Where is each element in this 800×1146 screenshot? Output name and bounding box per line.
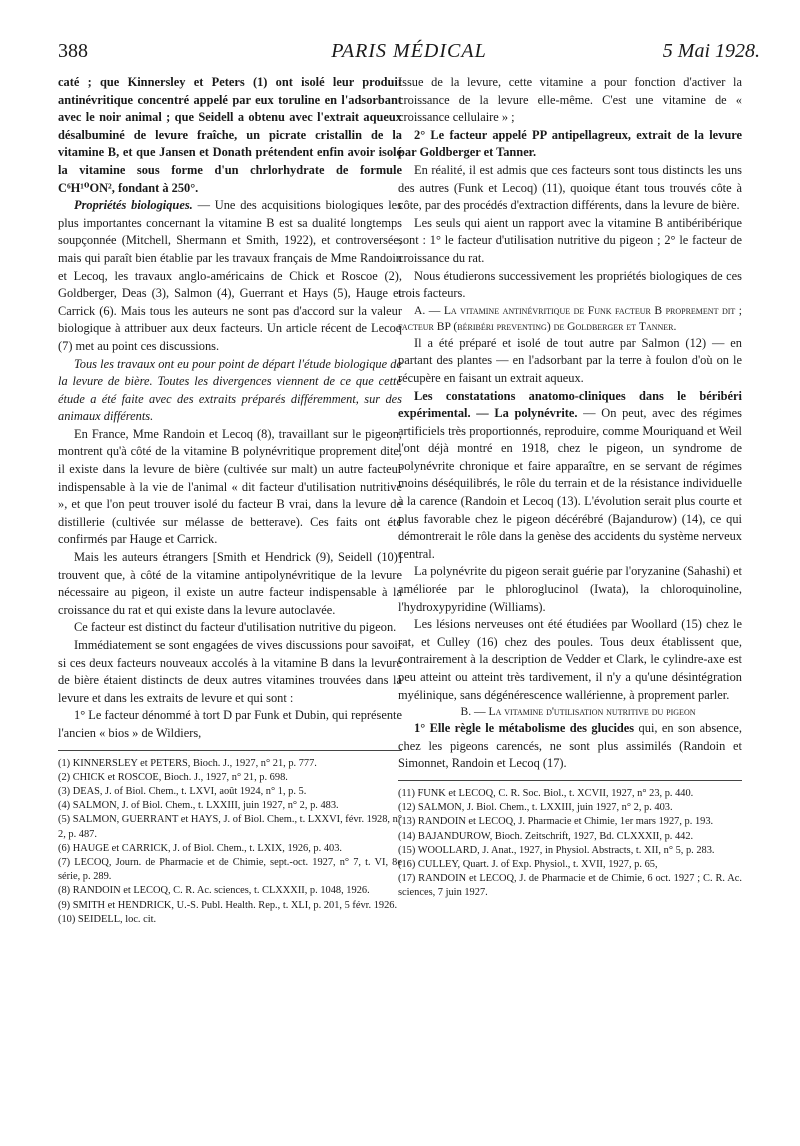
footnote: (8) RANDOIN et LECOQ, C. R. Ac. sciences, t. CLXXXII, p. 1048, 1926. — [58, 885, 370, 897]
footnote: (12) SALMON, J. Biol. Chem., t. LXXIII, juin 1927, n° 2, p. 403. — [398, 802, 673, 814]
footnote-rule — [398, 780, 742, 781]
subsection-heading: Les constatations anatomo-cliniques dans le béribéri expérimental. — La polynévrite. — [398, 388, 742, 421]
footnote: (4) SALMON, J. of Biol. Chem., t. LXXIII, juin 1927, n° 2, p. 483. — [58, 800, 339, 812]
paragraph: Mais les auteurs étrangers [Smith et Hendrick (9), Seidell (10)] trouvent que, à côté de la vitamine antipolynévritique de la levure nécessaire au pigeon, il existe un autre facteur indispensable à la croissance du rat et qui existe dans la levure autoclavée. — [58, 550, 402, 617]
running-header — [58, 40, 760, 70]
paragraph: Il a été préparé et isolé de tout autre par Salmon (12) — en partant des plantes — en l'adsorbant par la terre à foulon d'où on le récupère en faisant un extrait aqueux. — [398, 335, 742, 385]
footnotes-left — [58, 757, 402, 927]
paragraph — [398, 720, 742, 773]
footnote: (6) HAUGE et CARRICK, J. of Biol. Chem., t. LXIX, 1926, p. 403. — [58, 842, 342, 854]
footnote: (9) SMITH et HENDRICK, U.-S. Publ. Health. Rep., t. XLI, p. 201, 5 févr. 1926. — [58, 899, 398, 911]
footnote: (7) LECOQ, Journ. de Pharmacie et de Chimie, sept.-oct. 1927, n° 7, t. VI, 8e série, p. 289. — [58, 856, 402, 883]
paragraph — [58, 356, 402, 426]
paragraph-text: Tous les travaux ont eu pour point de départ l'étude biologique de la levure de bière. Toutes les divergences viennent de ce que cette étude a été faite avec des extraits préparés différemment, sur des animaux différents. — [58, 356, 402, 424]
footnote: (16) CULLEY, Quart. J. of Exp. Physiol., t. XVII, 1927, p. 65, — [398, 858, 658, 870]
paragraph: Nous étudierons successivement les propriétés biologiques de ces trois facteurs. — [398, 268, 742, 301]
footnote: (3) DEAS, J. of Biol. Chem., t. LXVI, août 1924, n° 1, p. 5. — [58, 785, 307, 797]
paragraph: caté ; que Kinnersley et Peters (1) ont isolé leur produit antinévritique concentré appelé par eux toruline en l'adsorbant avec le noir animal ; que Seidell a obtenu avec l'extrait aqueux désalbuminé de levure fraîche, un picrate cristallin de la vitamine B, et que Jansen et Donath prétendent enfin avoir isolé la vitamine sous forme d'un chrlorhydrate de formule C⁶H¹⁰ON², fondant à 250°. — [58, 75, 402, 195]
paragraph: Immédiatement se sont engagées de vives discussions pour savoir si ces deux facteurs nouveaux accolés à la vitamine B dans la levure de bière étaient distincts de deux autres vitamines trouvées dans la levure et dans les extraits de levure et qui sont : — [58, 638, 402, 705]
paragraph: En réalité, il est admis que ces facteurs sont tous distincts les uns des autres (Funk et Lecoq) (11), quoique étant tous trouvés côte à côte, par des procédés d'extraction différents, dans la levure de bière. — [398, 162, 742, 213]
section-heading: Propriétés biologiques. — [74, 198, 193, 213]
paragraph: La polynévrite du pigeon serait guérie par l'oryzanine (Sahashi) et améliorée par le phloroglucinol (Iwata), la chloroquinoline, l'hydroxypyridine (Williams). — [398, 564, 742, 614]
footnote: (14) BAJANDUROW, Bioch. Zeitschrift, 1927, Bd. CLXXXII, p. 442. — [398, 830, 694, 842]
section-heading-b: B. — La vitamine d'utilisation nutritive du pigeon — [460, 705, 696, 719]
paragraph-text: — Une des acquisitions biologiques les plus importantes concernant la vitamine B est sa dualité longtemps soupçonnée (Mitchell, Shermann et Smith, 1922), et controversée, mais qui paraît bien établie par les travaux français de Mme Randoin et Lecoq, les travaux anglo-américains de Chick et Roscoe (2), Goldberger, Deas (3), Salmon (4), Guerrant et Hays (5), Hauge et Carrick (6). Mais tous les auteurs ne sont pas d'accord sur la valeur biologique à attribuer aux deux facteurs. Un article récent de Lecoq (7) met au point ces discussions. — [58, 198, 402, 353]
footnote-rule — [58, 750, 402, 751]
footnote: (1) KINNERSLEY et PETERS, Bioch. J., 1927, n° 21, p. 777. — [58, 757, 317, 769]
paragraph: En France, Mme Randoin et Lecoq (8), travaillant sur le pigeon, montrent qu'à côté de la vitamine B polynévritique proprement dite, il existe dans la levure de bière (cultivée sur malt) un autre facteur indispensable à la vie de l'animal « dit facteur d'utilisation nutritive », et que l'on peut trouver isolé du facteur B vrai, dans la levure de distillerie (cultivée sur mélasse de betterave). Ces faits ont été confirmés par Hauge et Carrick. — [58, 426, 402, 547]
footnote: (2) CHICK et ROSCOE, Bioch. J., 1927, n° 21, p. 698. — [58, 771, 288, 783]
left-column — [58, 74, 402, 927]
subsection-heading: 1° Elle règle le métabolisme des glucides — [414, 721, 635, 736]
right-column — [398, 74, 742, 901]
footnote: (17) RANDOIN et LECOQ, J. de Pharmacie et de Chimie, 6 oct. 1927 ; C. R. Ac. sciences, 7 juin 1927. — [398, 873, 742, 899]
paragraph: 2° Le facteur appelé PP antipellagreux, extrait de la levure par Goldberger et Tanner. — [398, 127, 742, 160]
paragraph: Ce facteur est distinct du facteur d'utilisation nutritive du pigeon. — [74, 620, 397, 635]
journal-title: PARIS MÉDICAL — [331, 40, 487, 62]
paragraph-text: qui, en son absence, chez les pigeons carencés, ne sont plus assimilés (Randoin et Simonnet, Randoin et Lecoq (17). — [398, 721, 742, 771]
issue-date: 5 Mai 1928. — [662, 40, 760, 62]
paragraph: 1° Le facteur dénommé à tort D par Funk et Dubin, qui représente l'ancien « bios » de Wildiers, — [58, 708, 402, 740]
footnote: (10) SEIDELL, loc. cit. — [58, 913, 157, 925]
paragraph-text: — On peut, avec des régimes artificiels très proportionnés, reproduire, comme Mouriquand et Weil l'ont déjà montré en 1918, chez le pigeon, un syndrome de polynévrite chronique et faire apparaître, en se servant de régimes moins déséquilibrés, le rôle du terrain et de la résistance individuelle à la carence (Randoin et Lecoq (13). L'évolution serait plus courte et plus favorable chez le pigeon décérébré (Bajandurow) (14), ce qui démontrerait le rôle dans la genèse des accidents du système nerveux central. — [398, 406, 742, 561]
footnote: (15) WOOLLARD, J. Anat., 1927, in Physiol. Abstracts, t. XII, n° 5, p. 283. — [398, 844, 715, 856]
paragraph: Les lésions nerveuses ont été étudiées par Woollard (15) chez le rat, et Culley (16) chez des poules. Tous deux établissent que, contrairement à la description de Vedder et Clark, le cylindre-axe est peu atteint ou atteint très tardivement, il n'y a qu'une désintégration myélinique, sans dégénérescence wallérienne, à proprement parler. — [398, 617, 742, 702]
footnotes-right — [398, 787, 742, 901]
paragraph: Les seuls qui aient un rapport avec la vitamine B antibéribérique sont : 1° le facteur d'utilisation nutritive du pigeon ; 2° le facteur de croissance du rat. — [398, 215, 742, 265]
paragraph — [58, 197, 402, 355]
section-heading-a: A. — La vitamine antinévritique de Funk facteur B proprement dit ; facteur BP (béribéri preventing) de Goldberger et Tanner. — [398, 303, 742, 333]
footnote: (5) SALMON, GUERRANT et HAYS, J. of Biol. Chem., t. LXXVI, févr. 1928, n° 2, p. 487. — [58, 814, 402, 840]
footnote: (13) RANDOIN et LECOQ, J. Pharmacie et Chimie, 1er mars 1927, p. 193. — [398, 816, 714, 828]
paragraph — [398, 388, 742, 564]
page-number: 388 — [58, 40, 88, 62]
paragraph: Issue de la levure, cette vitamine a pour fonction d'activer la croissance de la levure elle-même. C'est une vitamine de « croissance cellulaire » ; — [398, 75, 742, 125]
footnote: (11) FUNK et LECOQ, C. R. Soc. Biol., t. XCVII, 1927, n° 23, p. 440. — [398, 787, 694, 799]
